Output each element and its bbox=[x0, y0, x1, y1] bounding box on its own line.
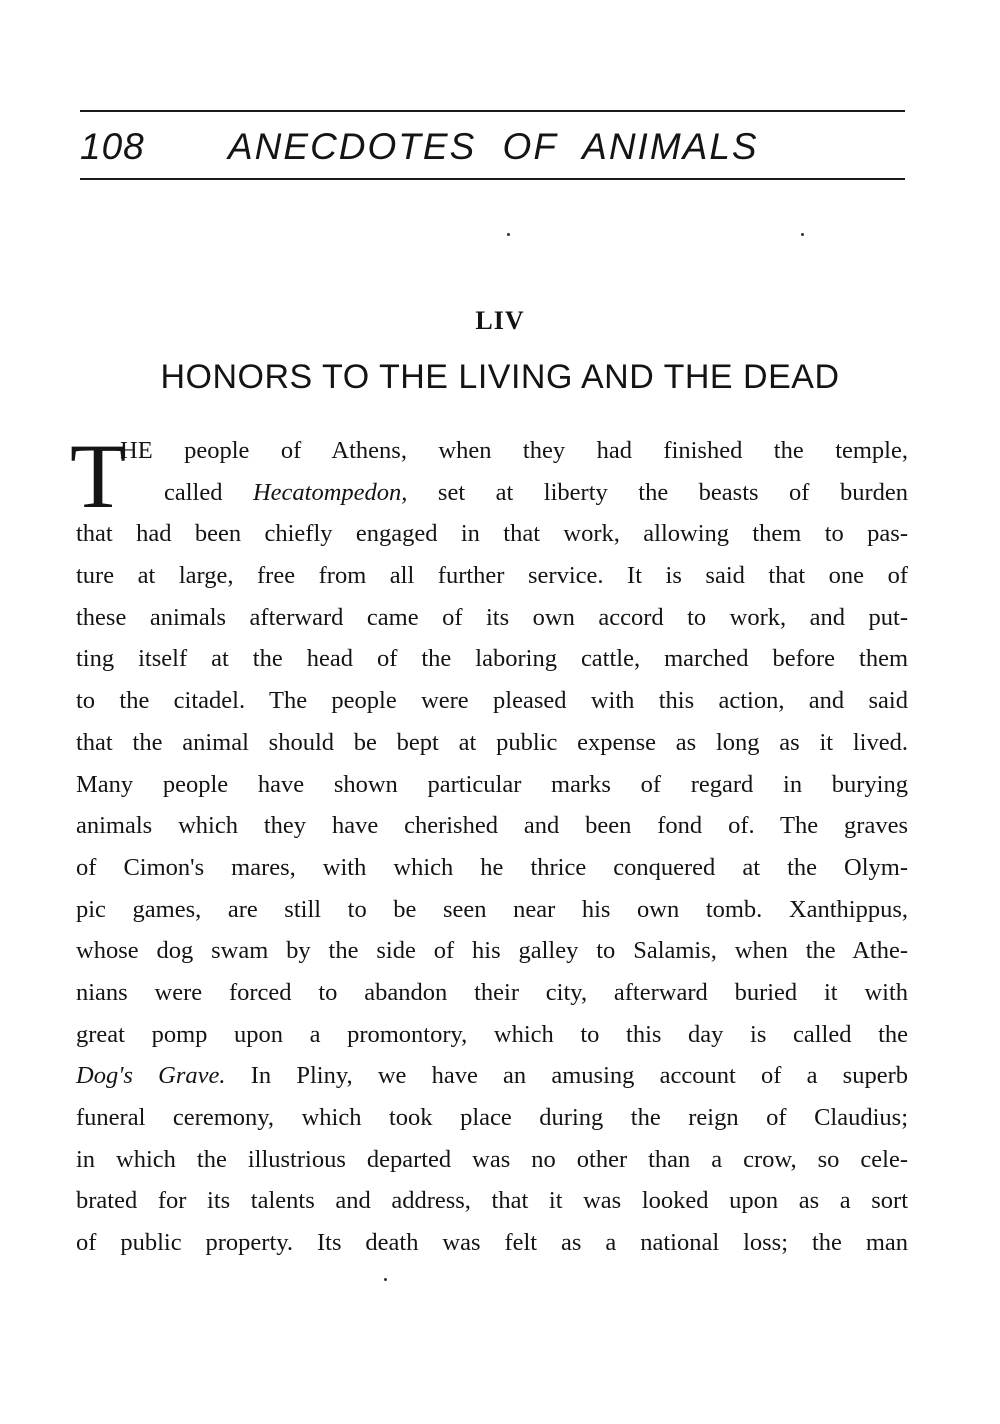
text-line bbox=[76, 1014, 908, 1056]
text-line bbox=[76, 513, 908, 555]
text-line-content: in which the illustrious departed was no other than a crow, so cele- bbox=[76, 1145, 908, 1173]
running-head bbox=[80, 122, 905, 172]
chapter-title: HONORS TO THE LIVING AND THE DEAD bbox=[160, 358, 840, 396]
text-line bbox=[76, 1222, 908, 1264]
text-line bbox=[76, 1097, 908, 1139]
text-line bbox=[76, 805, 908, 847]
text-line bbox=[76, 597, 908, 639]
text-line-content: of public property. Its death was felt as a national loss; the man bbox=[76, 1229, 908, 1257]
text-segment: In Pliny, we have an amusing account of a superb bbox=[225, 1062, 908, 1090]
text-line-content: brated for its talents and address, that it was looked upon as a sort bbox=[76, 1187, 908, 1215]
text-line-content: to the citadel. The people were pleased with this action, and said bbox=[76, 687, 908, 715]
page-number: 108 bbox=[80, 126, 145, 167]
text-line bbox=[76, 638, 908, 680]
print-speck bbox=[384, 1278, 387, 1281]
text-line-content: funeral ceremony, which took place during the reign of Claudius; bbox=[76, 1104, 908, 1131]
italic-term: Dog's Grave. bbox=[76, 1062, 226, 1090]
text-line-content bbox=[164, 472, 908, 514]
text-line-content: of Cimon's mares, with which he thrice conquered at the Olym- bbox=[76, 853, 908, 881]
body-text bbox=[70, 425, 908, 1264]
text-line-content: whose dog swam by the side of his galley to Salamis, when the Athe- bbox=[76, 937, 908, 965]
text-line-content: pic games, are still to be seen near his own tomb. Xanthippus, bbox=[76, 895, 908, 923]
text-line-content: Many people have shown particular marks of regard in burying bbox=[76, 770, 908, 798]
chapter-number: LIV bbox=[475, 306, 525, 335]
text-segment: called bbox=[164, 478, 253, 506]
text-line-content: ture at large, free from all further service. It is said that one of bbox=[76, 562, 908, 590]
text-line-content bbox=[76, 1055, 908, 1097]
text-line-content: that the animal should be bept at public expense as long as it lived. bbox=[76, 728, 908, 756]
text-line-content: these animals afterward came of its own accord to work, and put- bbox=[76, 603, 908, 631]
text-line-content: animals which they have cherished and been fond of. The graves bbox=[76, 812, 908, 840]
text-line bbox=[76, 1055, 908, 1097]
text-line bbox=[76, 555, 908, 597]
italic-term: Hecatompedon, bbox=[252, 478, 408, 506]
header-top-rule bbox=[80, 110, 905, 112]
text-segment: set at liberty the beasts of burden bbox=[407, 478, 908, 506]
text-line bbox=[76, 680, 908, 722]
print-speck bbox=[507, 233, 510, 236]
text-line-content: great pomp upon a promontory, which to this day is called the bbox=[76, 1020, 908, 1048]
text-line bbox=[76, 889, 908, 931]
text-line bbox=[76, 930, 908, 972]
book-title: ANECDOTES OF ANIMALS bbox=[228, 126, 759, 167]
drop-cap: T bbox=[70, 425, 127, 527]
text-line bbox=[76, 764, 908, 806]
text-line-content: ting itself at the head of the laboring cattle, marched before them bbox=[76, 645, 908, 673]
header-bottom-rule bbox=[80, 178, 905, 180]
text-line-content: that had been chiefly engaged in that work, allowing them to pas- bbox=[76, 520, 908, 548]
text-line-content: nians were forced to abandon their city, afterward buried it with bbox=[76, 978, 908, 1006]
text-line bbox=[76, 1180, 908, 1222]
print-speck bbox=[801, 233, 804, 236]
text-line-content: HE people of Athens, when they had finished the temple, bbox=[120, 437, 908, 464]
text-line bbox=[76, 847, 908, 889]
text-line bbox=[76, 1139, 908, 1181]
text-line bbox=[76, 472, 908, 514]
text-line bbox=[76, 722, 908, 764]
text-line bbox=[76, 972, 908, 1014]
